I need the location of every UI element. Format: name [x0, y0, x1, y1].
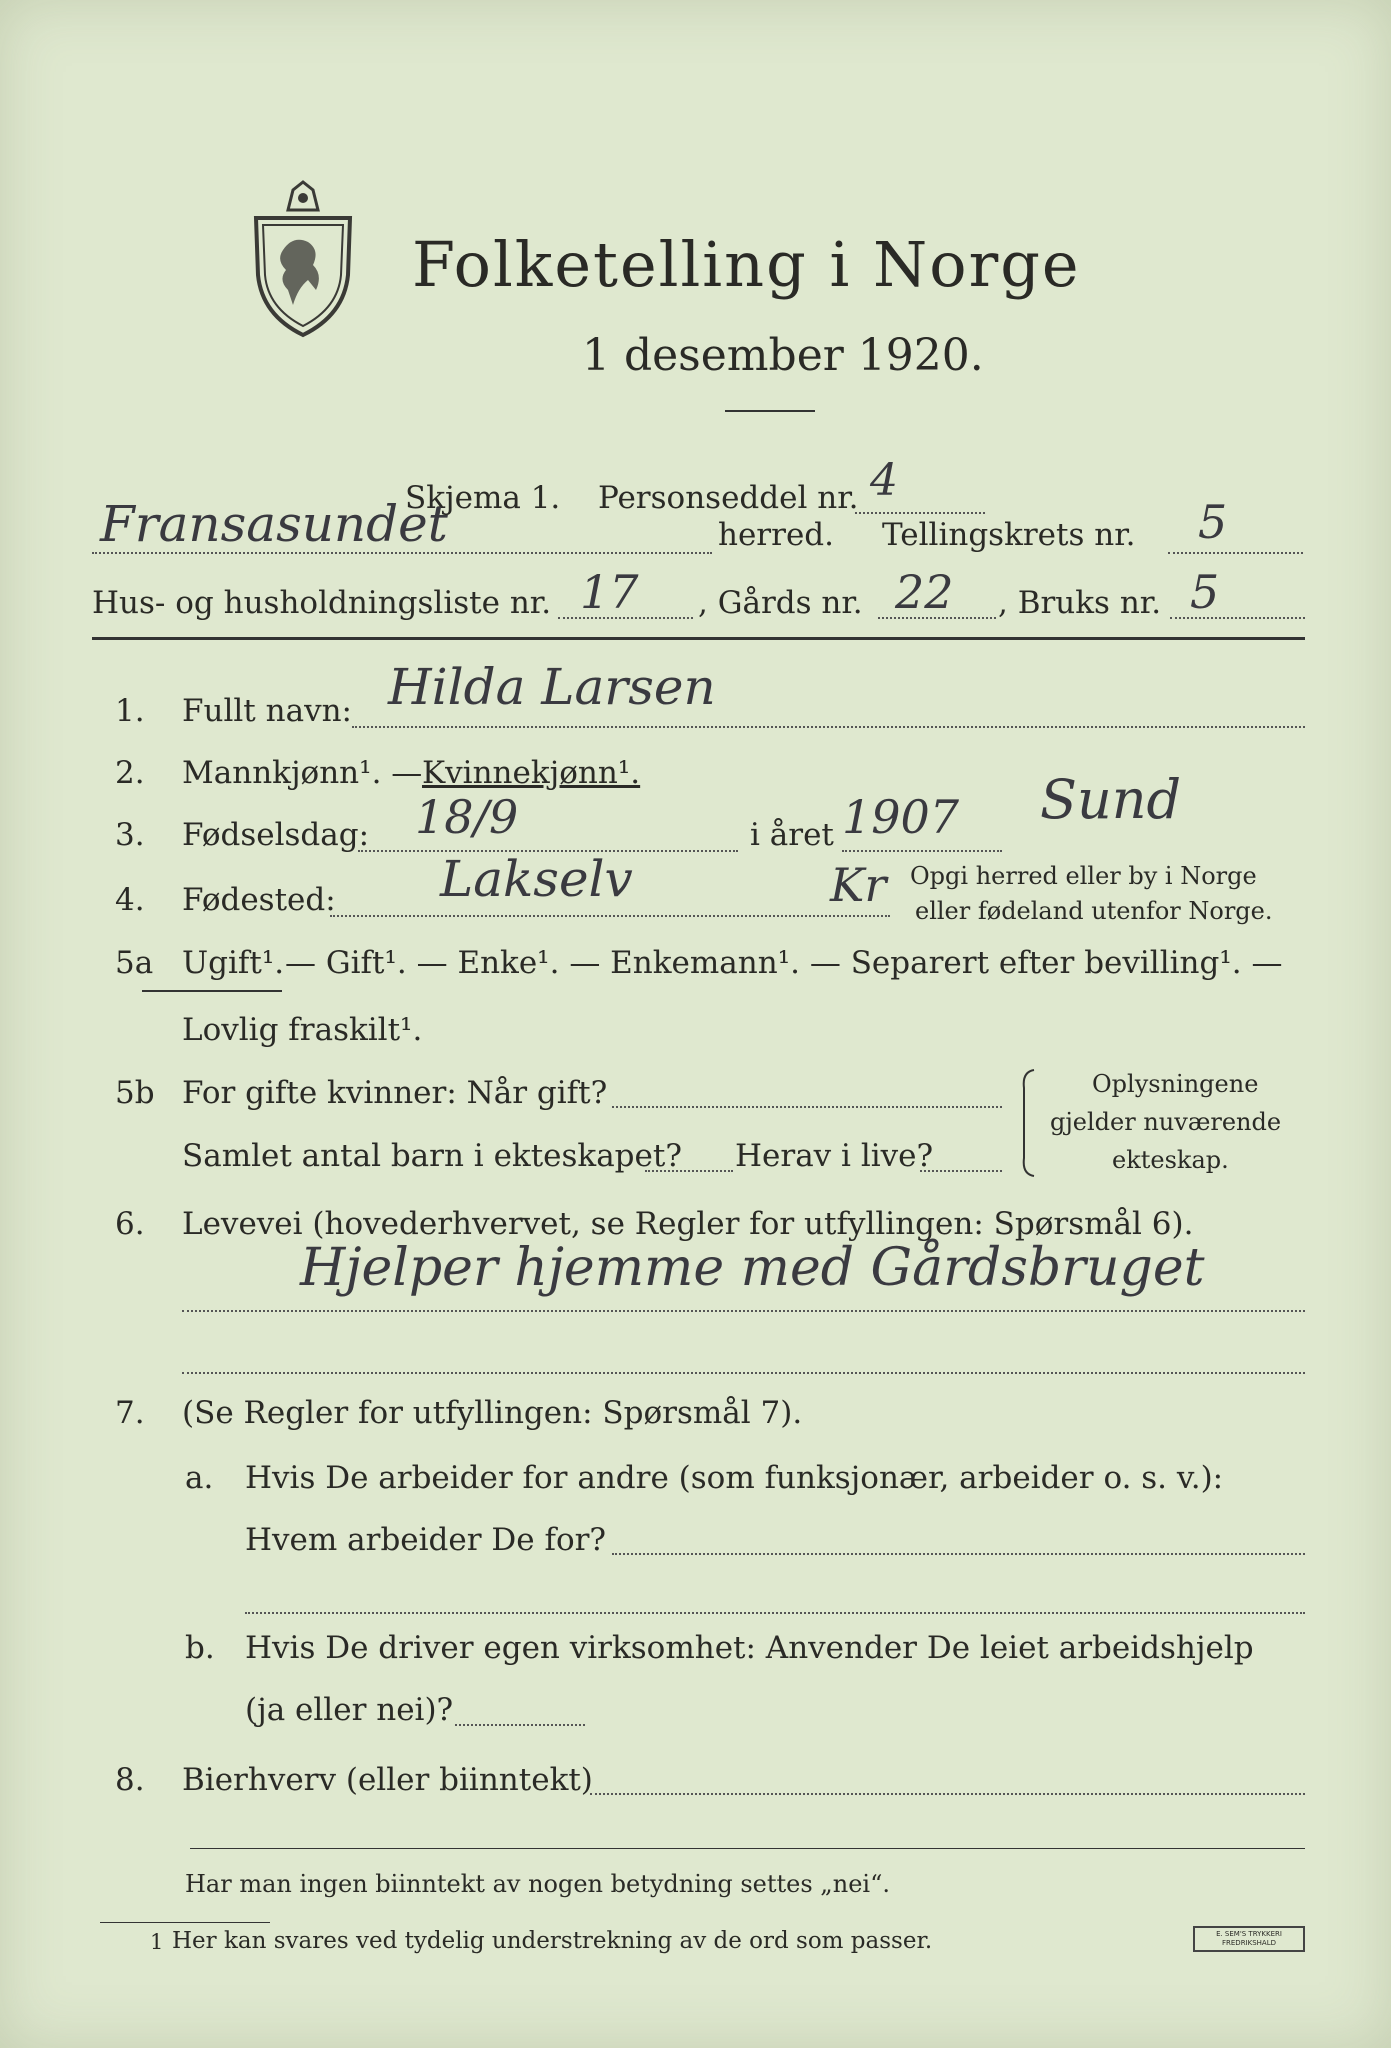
stamp-line-2: FREDRIKSHALD	[1221, 1939, 1276, 1947]
q5b-note-3: ekteskap.	[1112, 1146, 1229, 1174]
side-income-field[interactable]	[590, 1793, 1305, 1795]
q7-label: (Se Regler for utfyllingen: Spørsmål 7).	[182, 1395, 803, 1431]
footnote-number: 1	[150, 1930, 164, 1954]
title-divider	[725, 410, 815, 412]
gards-label: , Gårds nr.	[698, 585, 863, 621]
q5b-label: For gifte kvinner: Når gift?	[182, 1075, 608, 1111]
q5b-note-1: Oplysningene	[1092, 1070, 1259, 1098]
q7a-label: Hvis De arbeider for andre (som funksjonær, arbeider o. s. v.):	[245, 1460, 1224, 1496]
q7a-employer-label: Hvem arbeider De for?	[245, 1522, 607, 1558]
q2-number: 2.	[115, 755, 145, 791]
q7-number: 7.	[115, 1395, 145, 1431]
form-title: Folketelling i Norge	[412, 228, 1081, 301]
q5b-note-2: gjelder nuværende	[1050, 1108, 1282, 1136]
q5b-children-label: Samlet antal barn i ekteskapet?	[182, 1138, 682, 1174]
birthday-value[interactable]: 18/9	[415, 790, 519, 844]
birthplace-note-2: eller fødeland utenfor Norge.	[915, 897, 1273, 925]
bruks-label: , Bruks nr.	[998, 585, 1162, 621]
q3-number: 3.	[115, 817, 145, 853]
status-ugift-selected[interactable]: Ugift¹.	[182, 945, 285, 981]
personseddel-value[interactable]: 4	[870, 455, 898, 506]
coat-of-arms-icon	[248, 180, 358, 340]
status-divorced[interactable]: Lovlig fraskilt¹.	[182, 1012, 423, 1048]
herred-label: herred.	[718, 517, 834, 553]
q7b-letter: b.	[185, 1630, 215, 1666]
q1-number: 1.	[115, 693, 145, 729]
footnote-text: Her kan svares ved tydelig understrekning av de ord som passer.	[172, 1928, 933, 1954]
q6-number: 6.	[115, 1206, 145, 1242]
nei-note: Har man ingen biinntekt av nogen betydning settes „nei“.	[185, 1870, 890, 1898]
birthplace-note-1: Opgi herred eller by i Norge	[910, 862, 1257, 890]
bruks-value[interactable]: 5	[1190, 565, 1220, 619]
gender-female-selected[interactable]: Kvinnekjønn¹.	[422, 755, 641, 791]
header-rule	[92, 637, 1305, 640]
hired-help-field[interactable]	[455, 1724, 585, 1726]
q5a-number: 5a	[115, 945, 154, 981]
q6-label: Levevei (hovederhvervet, se Regler for utfyllingen: Spørsmål 6).	[182, 1206, 1194, 1242]
q3-label: Fødselsdag:	[182, 817, 370, 853]
gender-male[interactable]: Mannkjønn¹. —	[182, 755, 423, 791]
form-date: 1 desember 1920.	[582, 330, 984, 381]
hus-label: Hus- og husholdningsliste nr.	[92, 585, 552, 621]
birth-year-value[interactable]: 1907	[842, 790, 960, 844]
birthplace-value[interactable]: Lakselv	[440, 850, 633, 908]
hus-value[interactable]: 17	[580, 565, 639, 619]
birthplace-extra-value[interactable]: Sund	[1040, 768, 1182, 831]
brace-icon	[1018, 1068, 1038, 1178]
gards-value[interactable]: 22	[895, 565, 954, 619]
occupation-value[interactable]: Hjelper hjemme med Gårdsbruget	[300, 1238, 1205, 1298]
stamp-line-1: E. SEM'S TRYKKERI	[1216, 1930, 1282, 1938]
q4-number: 4.	[115, 882, 145, 918]
birthplace-value-2[interactable]: Kr	[830, 858, 887, 912]
ugift-underline	[142, 990, 282, 992]
personseddel-label: Personseddel nr.	[598, 480, 859, 516]
q7a-letter: a.	[185, 1460, 214, 1496]
tellingskrets-label: Tellingskrets nr.	[882, 517, 1136, 553]
schema-label: Skjema 1.	[405, 480, 561, 516]
printer-stamp	[1193, 1926, 1305, 1952]
tellingskrets-value[interactable]: 5	[1198, 495, 1228, 549]
q1-label: Fullt navn:	[182, 693, 352, 729]
q5b-alive-label: Herav i live?	[735, 1138, 934, 1174]
q7b-yesno-label: (ja eller nei)?	[245, 1692, 454, 1728]
herred-value[interactable]: Fransasundet	[100, 495, 448, 553]
status-other-options[interactable]: — Gift¹. — Enke¹. — Enkemann¹. — Separert efter bevilling¹. —	[285, 945, 1283, 981]
q8-label: Bierhverv (eller biinntekt)	[182, 1762, 593, 1798]
employer-field[interactable]	[612, 1553, 1305, 1555]
q8-number: 8.	[115, 1762, 145, 1798]
q5b-number: 5b	[115, 1075, 155, 1111]
year-label: i året	[750, 817, 834, 853]
q4-label: Fødested:	[182, 882, 336, 918]
full-name-value[interactable]: Hilda Larsen	[388, 658, 716, 716]
q7b-label: Hvis De driver egen virksomhet: Anvender De leiet arbeidshjelp	[245, 1630, 1254, 1666]
